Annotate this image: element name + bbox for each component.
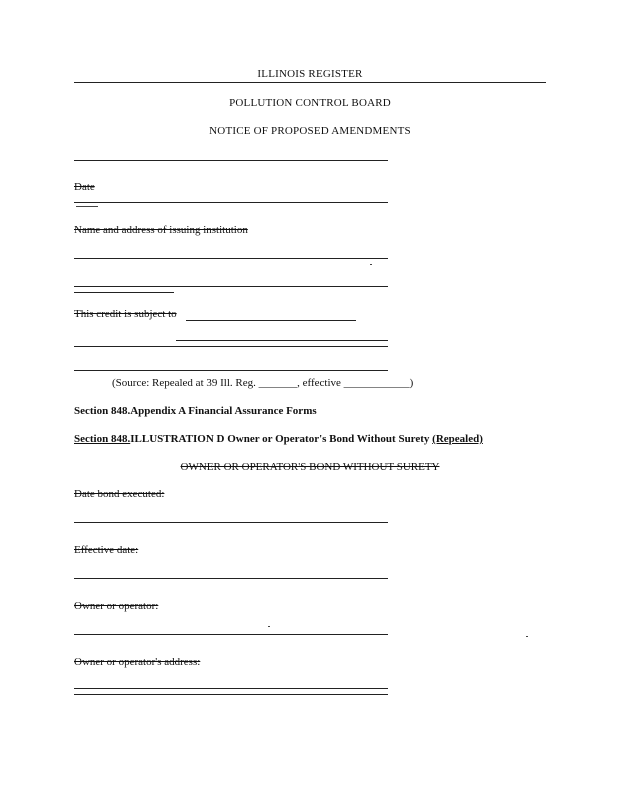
section-number: Section 848. [74, 433, 131, 445]
register-title: ILLINOIS REGISTER [257, 68, 363, 80]
form-line [74, 688, 388, 689]
effective-date-label: Effective date: [74, 544, 139, 556]
notice-title: NOTICE OF PROPOSED AMENDMENTS [209, 125, 411, 137]
date-executed-label: Date bond executed: [74, 488, 165, 500]
form-line [74, 160, 388, 161]
credit-label: This credit is subject to [74, 308, 177, 320]
form-line [74, 202, 388, 203]
scan-mark [370, 264, 372, 265]
form-line [74, 634, 388, 635]
form-line [74, 578, 388, 579]
appendix-heading: Section 848.Appendix A Financial Assurance Forms [74, 405, 317, 417]
form-line [74, 694, 388, 695]
scan-mark [526, 636, 528, 637]
institution-label: Name and address of issuing institution [74, 224, 248, 236]
scan-mark [268, 626, 270, 627]
illustration-heading [74, 433, 483, 445]
date-label: Date [74, 181, 95, 193]
source-note: (Source: Repealed at 39 Ill. Reg. _______, effective ____________) [112, 377, 414, 389]
form-line [176, 340, 388, 341]
header-rule [74, 82, 546, 83]
scan-mark [76, 206, 98, 207]
form-line [74, 258, 388, 259]
form-line [74, 286, 388, 287]
board-title: POLLUTION CONTROL BOARD [229, 97, 391, 109]
form-line [74, 346, 388, 347]
form-line [186, 320, 356, 321]
form-line [74, 522, 388, 523]
illustration-title: ILLUSTRATION D Owner or Operator's Bond Without Surety [130, 433, 430, 445]
form-line [74, 370, 388, 371]
repealed-tag: (Repealed) [432, 433, 483, 445]
owner-address-label: Owner or operator's address: [74, 656, 201, 668]
form-line [74, 292, 174, 293]
bond-title: OWNER OR OPERATOR'S BOND WITHOUT SURETY [180, 461, 440, 473]
owner-label: Owner or operator: [74, 600, 159, 612]
